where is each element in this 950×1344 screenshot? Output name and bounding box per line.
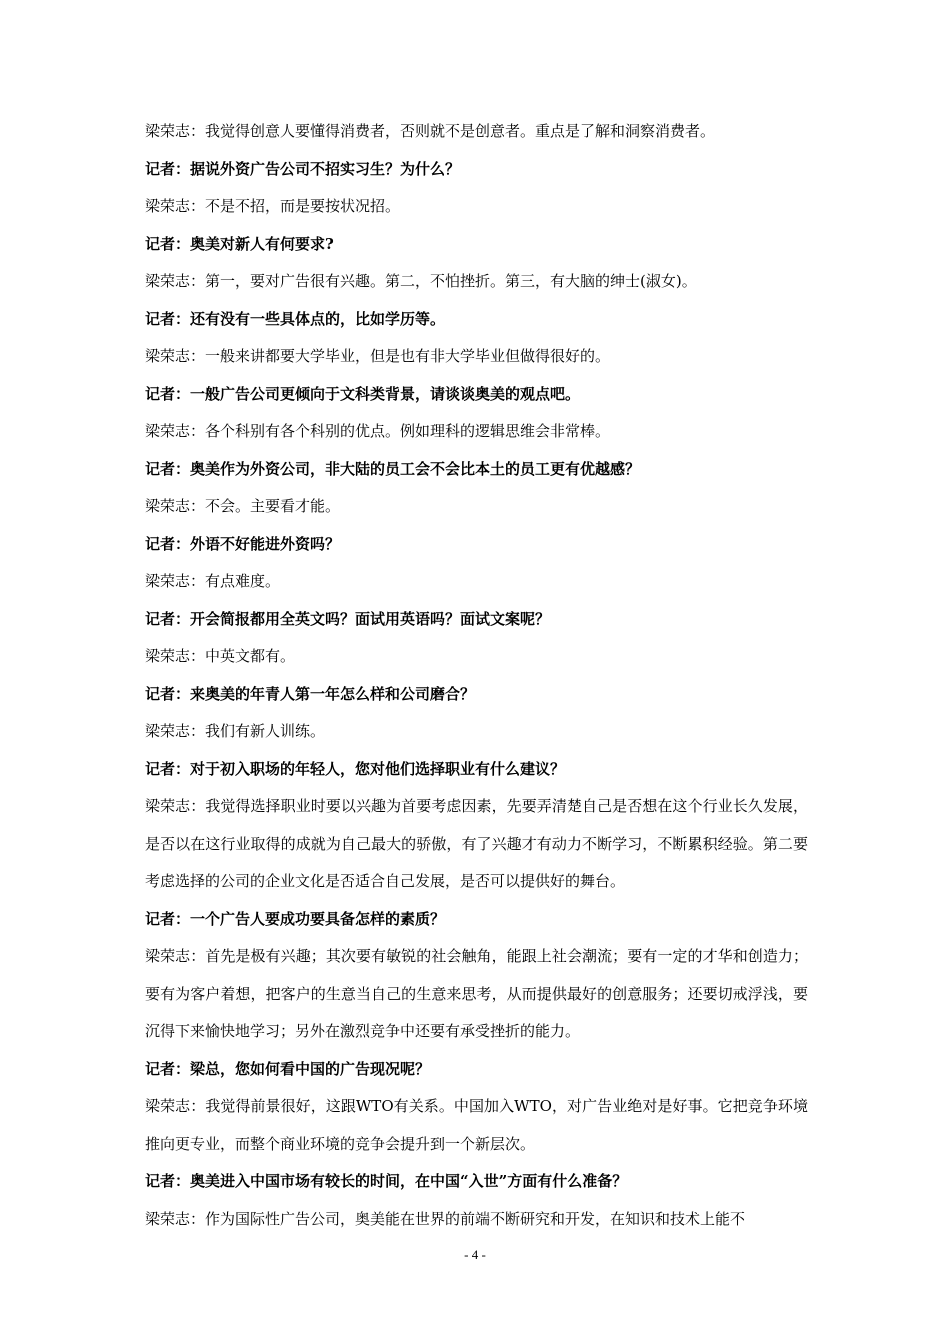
interviewee-answer: 梁荣志：我们有新人训练。 [145,722,326,740]
reporter-question: 记者：奥美对新人有何要求? [145,234,334,253]
reporter-question: 记者：开会简报都用全英文吗？面试用英语吗？面试文案呢？ [145,609,551,628]
interviewee-answer: 梁荣志：有点难度。 [145,572,281,590]
interviewee-answer: 梁荣志：第一，要对广告很有兴趣。第二，不怕挫折。第三，有大脑的绅士(淑女)。 [145,272,697,290]
interviewee-answer: 梁荣志：首先是极有兴趣；其次要有敏锐的社会触角，能跟上社会潮流；要有一定的才华和创造力；要有为客户着想，把客户的生意当自己的生意来思考，从而提供最好的创意服务；还要切戒浮浅，要沉得下来愉快地学习；另外在激烈竞争中还要有承受挫折的能力。 [145,947,808,1040]
interviewee-answer: 梁荣志：各个科别有各个科别的优点。例如理科的逻辑思维会非常棒。 [145,422,611,440]
reporter-question: 记者：外语不好能进外资吗？ [145,534,341,553]
reporter-question: 记者：梁总，您如何看中国的广告现况呢？ [145,1059,431,1078]
interviewee-answer: 梁荣志：作为国际性广告公司，奥美能在世界的前端不断研究和开发，在知识和技术上能不 [145,1209,746,1228]
interviewee-answer: 梁荣志：不是不招，而是要按状况招。 [145,197,401,215]
interviewee-answer: 梁荣志：我觉得选择职业时要以兴趣为首要考虑因素，先要弄清楚自己是否想在这个行业长久发展，是否以在这行业取得的成就为自己最大的骄傲，有了兴趣才有动力不断学习，不断累积经验。第二要考虑选择的公司的企业文化是否适合自己发展，是否可以提供好的舞台。 [145,797,808,890]
interview-text [145,113,808,1238]
page-number: - 4 - [464,1247,486,1262]
reporter-question: 记者：对于初入职场的年轻人，您对他们选择职业有什么建议？ [145,759,566,778]
reporter-question: 记者：奥美作为外资公司，非大陆的员工会不会比本土的员工更有优越感？ [145,459,641,478]
reporter-question: 记者：来奥美的年青人第一年怎么样和公司磨合？ [145,684,476,703]
reporter-question: 记者：一般广告公司更倾向于文科类背景，请谈谈奥美的观点吧。 [145,384,581,403]
interviewee-answer: 梁荣志：我觉得前景很好，这跟WTO有关系。中国加入WTO，对广告业绝对是好事。它把竞争环境推向更专业，而整个商业环境的竞争会提升到一个新层次。 [145,1097,808,1153]
reporter-question: 记者：据说外资广告公司不招实习生？为什么？ [145,159,461,178]
interviewee-answer: 梁荣志：一般来讲都要大学毕业，但是也有非大学毕业但做得很好的。 [145,347,611,365]
reporter-question: 记者：还有没有一些具体点的，比如学历等。 [145,309,446,328]
reporter-question: 记者：一个广告人要成功要具备怎样的素质？ [145,909,446,928]
interviewee-answer: 梁荣志：不会。主要看才能。 [145,497,341,515]
interviewee-answer: 梁荣志：中英文都有。 [145,647,296,665]
interviewee-answer: 梁荣志：我觉得创意人要懂得消费者，否则就不是创意者。重点是了解和洞察消费者。 [145,122,716,140]
reporter-question: 记者：奥美进入中国市场有较长的时间，在中国“入世”方面有什么准备？ [145,1172,628,1190]
